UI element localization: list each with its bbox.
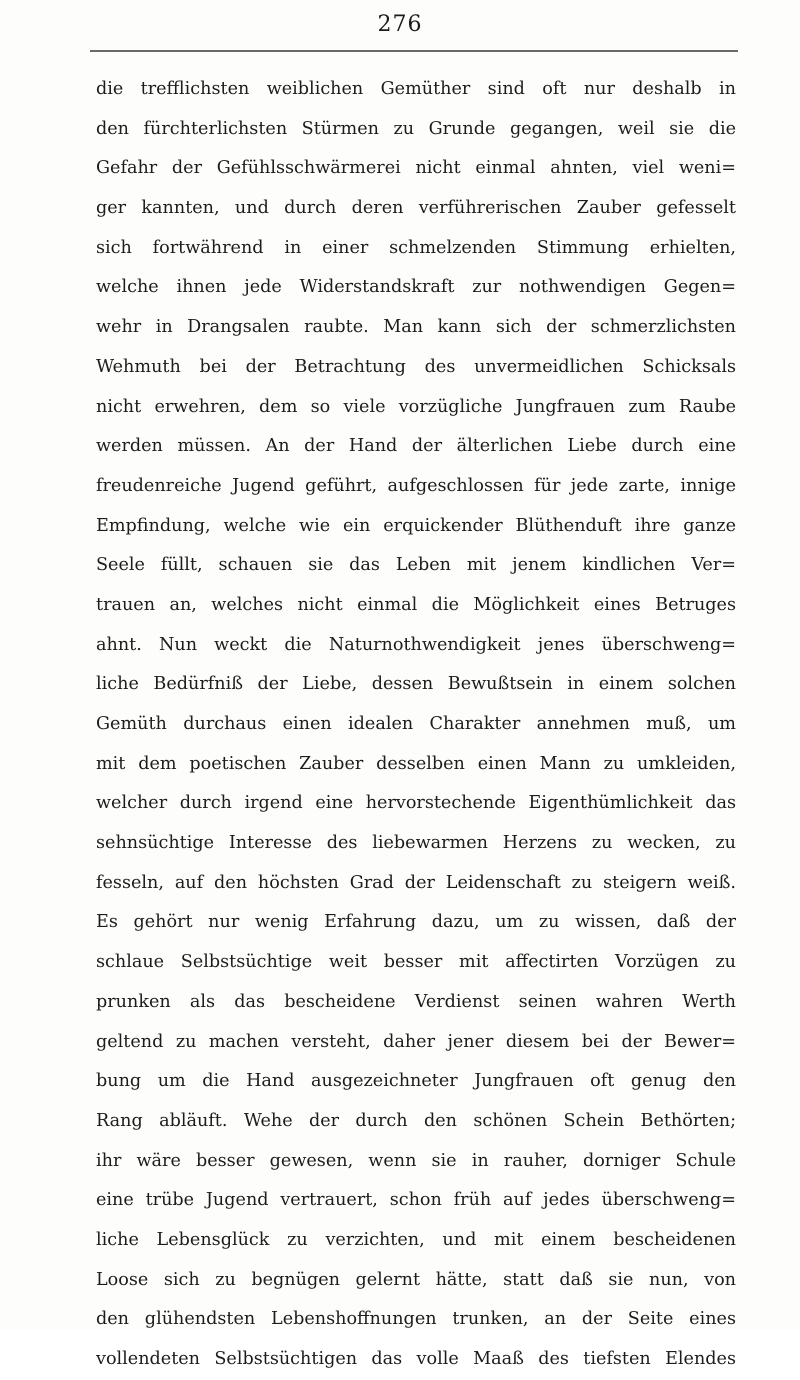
text-line: bung um die Hand ausgezeichneter Jungfrauen oft genug den [96, 1071, 736, 1092]
text-line: fesseln, auf den höchsten Grad der Leidenschaft zu steigern weiß. [96, 872, 736, 893]
text-line: nicht erwehren, dem so viele vorzügliche Jungfrauen zum Raube [96, 396, 736, 417]
text-line: den glühendsten Lebenshoffnungen trunken, an der Seite eines [96, 1309, 736, 1330]
text-line: wehr in Drangsalen raubte. Man kann sich der schmerzlichsten [96, 317, 736, 338]
text-line: sehnsüchtige Interesse des liebewarmen Herzens zu wecken, zu [96, 833, 736, 854]
text-line: geltend zu machen versteht, daher jener diesem bei der Bewer= [96, 1031, 736, 1052]
header-rule [90, 50, 738, 52]
text-line: schlaue Selbstsüchtige weit besser mit affectirten Vorzügen zu [96, 952, 736, 973]
page-number: 276 [377, 12, 423, 37]
body-text [96, 70, 736, 1380]
text-line: sich fortwährend in einer schmelzenden Stimmung erhielten, [96, 237, 736, 258]
text-line: prunken als das bescheidene Verdienst seinen wahren Werth [96, 991, 736, 1012]
text-line: trauen an, welches nicht einmal die Möglichkeit eines Betruges [96, 594, 736, 615]
text-line: welcher durch irgend eine hervorstechende Eigenthümlichkeit das [96, 793, 736, 814]
text-line: Seele füllt, schauen sie das Leben mit jenem kindlichen Ver= [96, 555, 736, 576]
text-line: Wehmuth bei der Betrachtung des unvermeidlichen Schicksals [96, 356, 736, 377]
text-line: Rang abläuft. Wehe der durch den schönen Schein Bethörten; [96, 1110, 736, 1131]
text-line: Empfindung, welche wie ein erquickender Blüthenduft ihre ganze [96, 515, 736, 536]
text-line: welche ihnen jede Widerstandskraft zur nothwendigen Gegen= [96, 277, 736, 298]
text-line: ahnt. Nun weckt die Naturnothwendigkeit jenes überschweng= [96, 634, 736, 655]
text-line: eine trübe Jugend vertrauert, schon früh auf jedes überschweng= [96, 1190, 736, 1211]
text-line: liche Lebensglück zu verzichten, und mit einem bescheidenen [96, 1229, 736, 1250]
text-line: die trefflichsten weiblichen Gemüther sind oft nur deshalb in [96, 79, 736, 99]
text-line: liche Bedürfniß der Liebe, dessen Bewußtsein in einem solchen [96, 674, 736, 695]
text-line: vollendeten Selbstsüchtigen das volle Maaß des tiefsten Elendes [96, 1349, 736, 1369]
text-line: Gemüth durchaus einen idealen Charakter annehmen muß, um [96, 714, 736, 734]
text-line: Es gehört nur wenig Erfahrung dazu, um zu wissen, daß der [96, 912, 736, 933]
text-line: werden müssen. An der Hand der älterlichen Liebe durch eine [96, 436, 736, 457]
text-line: den fürchterlichsten Stürmen zu Grunde gegangen, weil sie die [96, 118, 736, 139]
text-line: ger kannten, und durch deren verführerischen Zauber gefesselt [96, 198, 736, 219]
text-line: mit dem poetischen Zauber desselben einen Mann zu umkleiden, [96, 753, 736, 774]
text-line: ihr wäre besser gewesen, wenn sie in rauher, dorniger Schule [96, 1150, 736, 1171]
text-line: Gefahr der Gefühlsschwärmerei nicht einmal ahnten, viel weni= [96, 158, 736, 179]
text-line: freudenreiche Jugend geführt, aufgeschlossen für jede zarte, innige [96, 475, 736, 496]
text-line: Loose sich zu begnügen gelernt hätte, statt daß sie nun, von [96, 1269, 736, 1290]
